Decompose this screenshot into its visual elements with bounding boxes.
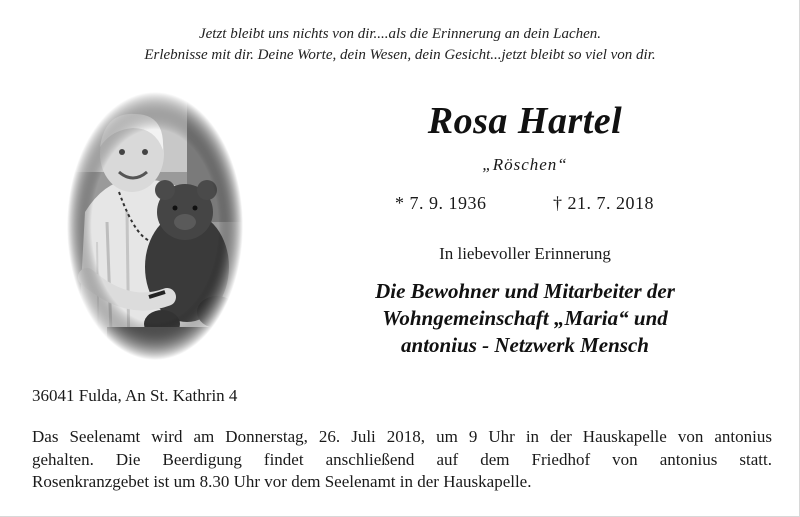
service-notice — [32, 426, 772, 494]
death-date: † 21. 7. 2018 — [553, 193, 654, 213]
mourners-block — [330, 278, 720, 359]
remembrance-intro: In liebevoller Erinnerung — [439, 244, 611, 263]
deceased-nickname: „Röschen“ — [482, 155, 568, 174]
portrait-photo — [67, 92, 243, 360]
deceased-name: Rosa Hartel — [427, 100, 623, 142]
notice-line: gehalten. Die Beerdigung findet anschließend auf dem Friedhof von antonius statt. — [32, 449, 772, 469]
mourners-line: Wohngemeinschaft „Maria“ und — [382, 306, 668, 330]
mourners-line: Die Bewohner und Mitarbeiter der — [375, 279, 675, 303]
verse-line-2: Erlebnisse mit dir. Deine Worte, dein Wesen, dein Gesicht...jetzt bleibt so viel von dir. — [144, 47, 656, 63]
verse-line-1: Jetzt bleibt uns nichts von dir....als die Erinnerung an dein Lachen. — [198, 26, 602, 42]
notice-line: Das Seelenamt wird am Donnerstag, 26. Juli 2018, um 9 Uhr in der Hauskapelle von antonius — [32, 427, 772, 446]
notice-line: Rosenkranzgebet ist um 8.30 Uhr vor dem Seelenamt in der Hauskapelle. — [32, 472, 532, 491]
mourners-line: antonius - Netzwerk Mensch — [401, 333, 649, 357]
address: 36041 Fulda, An St. Kathrin 4 — [32, 386, 238, 405]
birth-date: * 7. 9. 1936 — [395, 193, 487, 213]
